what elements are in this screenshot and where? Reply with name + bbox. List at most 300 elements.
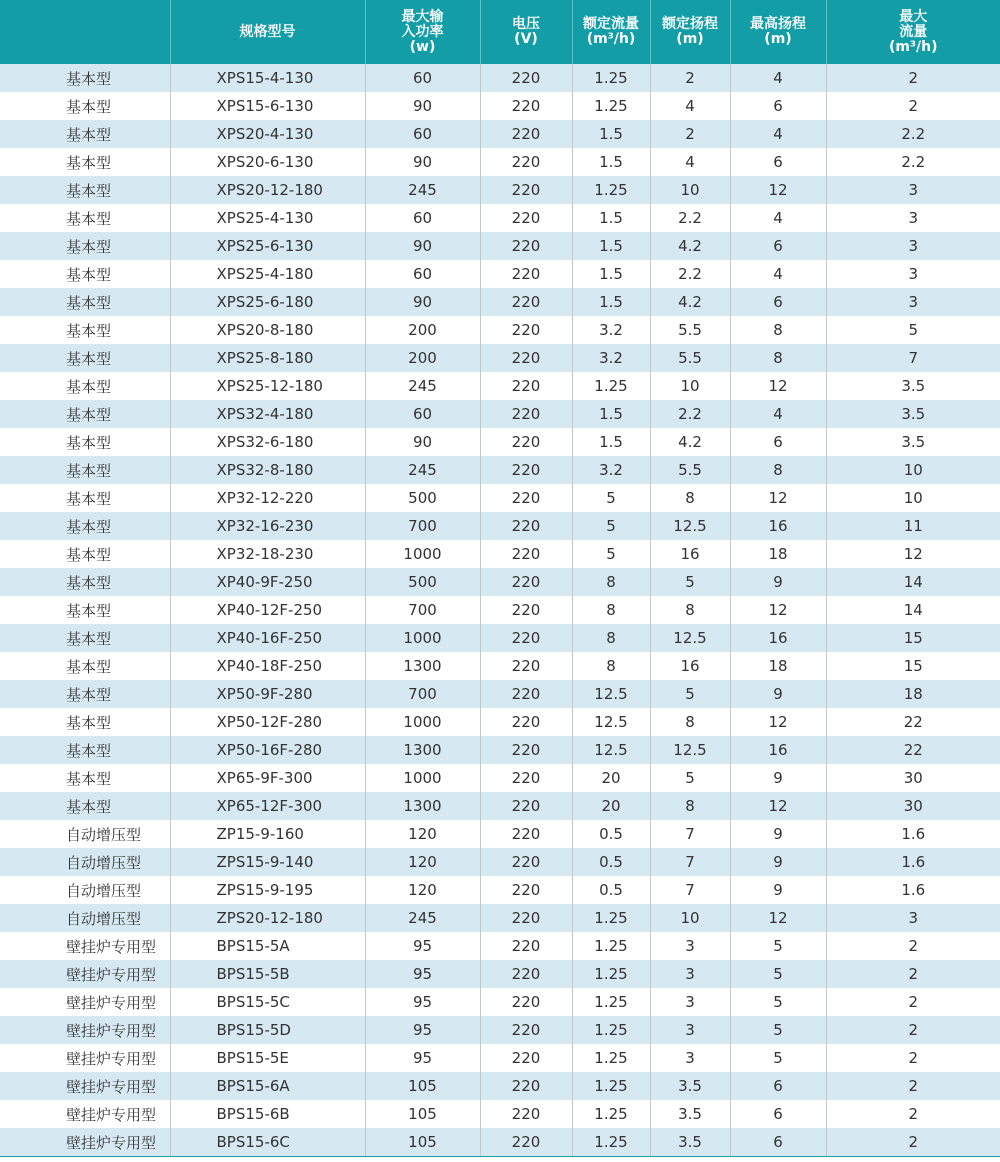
model-cell: XPS32-6-180 (170, 428, 365, 456)
rated-flow-cell: 0.5 (572, 820, 650, 848)
voltage-cell: 220 (480, 848, 572, 876)
power-cell: 95 (365, 932, 480, 960)
rated-head-cell: 10 (650, 372, 730, 400)
rated-head-cell: 12.5 (650, 736, 730, 764)
voltage-cell: 220 (480, 316, 572, 344)
rated-head-cell: 7 (650, 820, 730, 848)
max-flow-cell: 15 (826, 652, 1000, 680)
model-cell: XP32-16-230 (170, 512, 365, 540)
table-row (0, 92, 1000, 120)
rated-flow-cell: 1.25 (572, 1128, 650, 1156)
table-row (0, 792, 1000, 820)
rated-head-cell: 5 (650, 568, 730, 596)
model-cell: BPS15-5A (170, 932, 365, 960)
rated-flow-cell: 1.5 (572, 148, 650, 176)
max-head-cell: 12 (730, 484, 826, 512)
header-row (0, 0, 1000, 64)
rated-flow-cell: 8 (572, 652, 650, 680)
voltage-cell: 220 (480, 932, 572, 960)
rated-flow-cell: 1.25 (572, 932, 650, 960)
max-head-cell: 5 (730, 960, 826, 988)
type-cell: 基本型 (0, 428, 170, 456)
voltage-cell: 220 (480, 540, 572, 568)
rated-head-cell: 10 (650, 176, 730, 204)
table-row (0, 512, 1000, 540)
max-head-cell: 4 (730, 260, 826, 288)
model-cell: ZPS15-9-195 (170, 876, 365, 904)
type-cell: 基本型 (0, 680, 170, 708)
power-cell: 1300 (365, 792, 480, 820)
table-row (0, 596, 1000, 624)
model-cell: XP40-9F-250 (170, 568, 365, 596)
max-head-cell: 12 (730, 176, 826, 204)
max-flow-cell: 12 (826, 540, 1000, 568)
rated-flow-cell: 1.5 (572, 288, 650, 316)
max-flow-cell: 3 (826, 232, 1000, 260)
voltage-cell: 220 (480, 1016, 572, 1044)
model-cell: XP50-12F-280 (170, 708, 365, 736)
power-cell: 120 (365, 876, 480, 904)
voltage-cell: 220 (480, 484, 572, 512)
rated-head-cell: 3 (650, 1016, 730, 1044)
header-max-head: 最高扬程 (m) (730, 0, 826, 64)
rated-head-cell: 3 (650, 960, 730, 988)
rated-flow-cell: 1.5 (572, 232, 650, 260)
type-cell: 壁挂炉专用型 (0, 932, 170, 960)
header-max-input-power: 最大输 入功率 (w) (365, 0, 480, 64)
table-row (0, 176, 1000, 204)
rated-flow-cell: 1.5 (572, 204, 650, 232)
max-head-cell: 6 (730, 428, 826, 456)
voltage-cell: 220 (480, 708, 572, 736)
type-cell: 基本型 (0, 764, 170, 792)
type-cell: 基本型 (0, 176, 170, 204)
type-cell: 基本型 (0, 120, 170, 148)
table-row (0, 540, 1000, 568)
table-row (0, 120, 1000, 148)
header-rated-flow: 额定流量 (m³/h) (572, 0, 650, 64)
voltage-cell: 220 (480, 568, 572, 596)
model-cell: BPS15-6B (170, 1100, 365, 1128)
rated-head-cell: 2.2 (650, 204, 730, 232)
model-cell: XPS25-8-180 (170, 344, 365, 372)
voltage-cell: 220 (480, 120, 572, 148)
max-head-cell: 6 (730, 1072, 826, 1100)
header-rated-head: 额定扬程 (m) (650, 0, 730, 64)
type-cell: 基本型 (0, 148, 170, 176)
rated-head-cell: 5.5 (650, 344, 730, 372)
voltage-cell: 220 (480, 1072, 572, 1100)
model-cell: XP40-18F-250 (170, 652, 365, 680)
voltage-cell: 220 (480, 764, 572, 792)
voltage-cell: 220 (480, 92, 572, 120)
max-head-cell: 6 (730, 288, 826, 316)
type-cell: 自动增压型 (0, 820, 170, 848)
voltage-cell: 220 (480, 428, 572, 456)
rated-flow-cell: 1.5 (572, 428, 650, 456)
power-cell: 700 (365, 512, 480, 540)
model-cell: XP50-16F-280 (170, 736, 365, 764)
power-cell: 700 (365, 596, 480, 624)
max-head-cell: 9 (730, 568, 826, 596)
max-flow-cell: 30 (826, 792, 1000, 820)
power-cell: 95 (365, 1044, 480, 1072)
type-cell: 基本型 (0, 540, 170, 568)
max-head-cell: 4 (730, 64, 826, 92)
type-cell: 基本型 (0, 232, 170, 260)
model-cell: BPS15-5D (170, 1016, 365, 1044)
table-body (0, 64, 1000, 1156)
table-row (0, 288, 1000, 316)
rated-head-cell: 5.5 (650, 456, 730, 484)
voltage-cell: 220 (480, 904, 572, 932)
rated-head-cell: 3.5 (650, 1128, 730, 1156)
voltage-cell: 220 (480, 1044, 572, 1072)
max-head-cell: 8 (730, 344, 826, 372)
rated-head-cell: 8 (650, 596, 730, 624)
rated-head-cell: 3 (650, 988, 730, 1016)
voltage-cell: 220 (480, 64, 572, 92)
max-head-cell: 18 (730, 540, 826, 568)
table-row (0, 484, 1000, 512)
max-head-cell: 9 (730, 764, 826, 792)
max-head-cell: 9 (730, 820, 826, 848)
rated-flow-cell: 1.25 (572, 92, 650, 120)
type-cell: 自动增压型 (0, 876, 170, 904)
max-head-cell: 6 (730, 1128, 826, 1156)
max-flow-cell: 10 (826, 456, 1000, 484)
rated-flow-cell: 1.25 (572, 960, 650, 988)
table-row (0, 204, 1000, 232)
rated-head-cell: 7 (650, 848, 730, 876)
type-cell: 基本型 (0, 400, 170, 428)
model-cell: ZP15-9-160 (170, 820, 365, 848)
type-cell: 基本型 (0, 652, 170, 680)
max-flow-cell: 1.6 (826, 876, 1000, 904)
rated-head-cell: 8 (650, 792, 730, 820)
rated-flow-cell: 1.25 (572, 1100, 650, 1128)
type-cell: 壁挂炉专用型 (0, 960, 170, 988)
model-cell: XP32-18-230 (170, 540, 365, 568)
rated-head-cell: 7 (650, 876, 730, 904)
rated-head-cell: 3.5 (650, 1072, 730, 1100)
power-cell: 60 (365, 64, 480, 92)
max-flow-cell: 2 (826, 1128, 1000, 1156)
max-head-cell: 18 (730, 652, 826, 680)
max-head-cell: 16 (730, 512, 826, 540)
voltage-cell: 220 (480, 288, 572, 316)
model-cell: XPS20-8-180 (170, 316, 365, 344)
max-head-cell: 9 (730, 848, 826, 876)
power-cell: 1000 (365, 540, 480, 568)
max-flow-cell: 3 (826, 288, 1000, 316)
rated-head-cell: 4 (650, 92, 730, 120)
model-cell: XPS32-8-180 (170, 456, 365, 484)
voltage-cell: 220 (480, 456, 572, 484)
max-head-cell: 12 (730, 792, 826, 820)
power-cell: 245 (365, 904, 480, 932)
rated-flow-cell: 12.5 (572, 708, 650, 736)
rated-head-cell: 5.5 (650, 316, 730, 344)
max-flow-cell: 2 (826, 932, 1000, 960)
max-flow-cell: 22 (826, 736, 1000, 764)
rated-flow-cell: 12.5 (572, 736, 650, 764)
power-cell: 60 (365, 204, 480, 232)
power-cell: 120 (365, 820, 480, 848)
rated-flow-cell: 5 (572, 512, 650, 540)
max-flow-cell: 3.5 (826, 372, 1000, 400)
max-head-cell: 9 (730, 680, 826, 708)
rated-head-cell: 12.5 (650, 624, 730, 652)
max-flow-cell: 2 (826, 1044, 1000, 1072)
model-cell: XPS32-4-180 (170, 400, 365, 428)
table-row (0, 736, 1000, 764)
rated-flow-cell: 1.25 (572, 1044, 650, 1072)
model-cell: XPS20-4-130 (170, 120, 365, 148)
voltage-cell: 220 (480, 988, 572, 1016)
table-row (0, 652, 1000, 680)
power-cell: 200 (365, 344, 480, 372)
max-flow-cell: 2 (826, 1100, 1000, 1128)
power-cell: 105 (365, 1128, 480, 1156)
type-cell: 基本型 (0, 260, 170, 288)
max-flow-cell: 2 (826, 92, 1000, 120)
max-flow-cell: 2.2 (826, 148, 1000, 176)
rated-flow-cell: 8 (572, 624, 650, 652)
model-cell: ZPS15-9-140 (170, 848, 365, 876)
table-row (0, 904, 1000, 932)
table-row (0, 428, 1000, 456)
rated-flow-cell: 3.2 (572, 316, 650, 344)
table-row (0, 932, 1000, 960)
type-cell: 基本型 (0, 456, 170, 484)
max-flow-cell: 22 (826, 708, 1000, 736)
header-type (0, 0, 170, 64)
max-head-cell: 6 (730, 1100, 826, 1128)
power-cell: 90 (365, 148, 480, 176)
max-flow-cell: 5 (826, 316, 1000, 344)
model-cell: XPS20-6-130 (170, 148, 365, 176)
rated-flow-cell: 1.5 (572, 400, 650, 428)
max-flow-cell: 2 (826, 988, 1000, 1016)
max-head-cell: 5 (730, 1044, 826, 1072)
table-row (0, 260, 1000, 288)
rated-head-cell: 8 (650, 484, 730, 512)
voltage-cell: 220 (480, 204, 572, 232)
power-cell: 245 (365, 176, 480, 204)
type-cell: 壁挂炉专用型 (0, 1016, 170, 1044)
model-cell: BPS15-6C (170, 1128, 365, 1156)
table-row (0, 64, 1000, 92)
table-row (0, 316, 1000, 344)
max-flow-cell: 15 (826, 624, 1000, 652)
rated-flow-cell: 1.25 (572, 904, 650, 932)
rated-flow-cell: 12.5 (572, 680, 650, 708)
model-cell: XPS25-12-180 (170, 372, 365, 400)
table-row (0, 1072, 1000, 1100)
voltage-cell: 220 (480, 372, 572, 400)
power-cell: 95 (365, 1016, 480, 1044)
rated-flow-cell: 1.25 (572, 988, 650, 1016)
table-bottom-border (0, 1156, 1000, 1157)
rated-head-cell: 8 (650, 708, 730, 736)
model-cell: BPS15-5C (170, 988, 365, 1016)
header-max-flow: 最大 流量 (m³/h) (826, 0, 1000, 64)
table-row (0, 820, 1000, 848)
max-flow-cell: 1.6 (826, 820, 1000, 848)
power-cell: 105 (365, 1100, 480, 1128)
power-cell: 60 (365, 260, 480, 288)
type-cell: 基本型 (0, 372, 170, 400)
power-cell: 90 (365, 232, 480, 260)
table-row (0, 400, 1000, 428)
voltage-cell: 220 (480, 680, 572, 708)
power-cell: 95 (365, 988, 480, 1016)
table-row (0, 568, 1000, 596)
rated-head-cell: 4.2 (650, 288, 730, 316)
max-head-cell: 5 (730, 932, 826, 960)
max-flow-cell: 1.6 (826, 848, 1000, 876)
rated-flow-cell: 8 (572, 568, 650, 596)
table-row (0, 232, 1000, 260)
model-cell: XP40-16F-250 (170, 624, 365, 652)
model-cell: XP65-12F-300 (170, 792, 365, 820)
type-cell: 自动增压型 (0, 848, 170, 876)
max-flow-cell: 2 (826, 960, 1000, 988)
table-row (0, 680, 1000, 708)
model-cell: XPS20-12-180 (170, 176, 365, 204)
max-head-cell: 5 (730, 1016, 826, 1044)
max-head-cell: 12 (730, 708, 826, 736)
rated-head-cell: 4.2 (650, 232, 730, 260)
max-flow-cell: 2 (826, 64, 1000, 92)
type-cell: 基本型 (0, 316, 170, 344)
rated-head-cell: 16 (650, 652, 730, 680)
model-cell: XP50-9F-280 (170, 680, 365, 708)
power-cell: 500 (365, 484, 480, 512)
voltage-cell: 220 (480, 652, 572, 680)
rated-flow-cell: 1.25 (572, 1072, 650, 1100)
type-cell: 基本型 (0, 512, 170, 540)
rated-head-cell: 3 (650, 932, 730, 960)
max-head-cell: 4 (730, 204, 826, 232)
table-row (0, 372, 1000, 400)
model-cell: XP32-12-220 (170, 484, 365, 512)
rated-head-cell: 10 (650, 904, 730, 932)
header-voltage: 电压 (V) (480, 0, 572, 64)
power-cell: 700 (365, 680, 480, 708)
max-flow-cell: 11 (826, 512, 1000, 540)
power-cell: 1300 (365, 652, 480, 680)
type-cell: 基本型 (0, 708, 170, 736)
table-row (0, 764, 1000, 792)
type-cell: 基本型 (0, 736, 170, 764)
power-cell: 1000 (365, 764, 480, 792)
max-flow-cell: 3 (826, 904, 1000, 932)
power-cell: 90 (365, 428, 480, 456)
rated-head-cell: 3.5 (650, 1100, 730, 1128)
table-row (0, 344, 1000, 372)
voltage-cell: 220 (480, 1100, 572, 1128)
table-row (0, 148, 1000, 176)
type-cell: 基本型 (0, 92, 170, 120)
table-row (0, 960, 1000, 988)
model-cell: XPS25-4-180 (170, 260, 365, 288)
voltage-cell: 220 (480, 344, 572, 372)
rated-head-cell: 16 (650, 540, 730, 568)
max-head-cell: 8 (730, 316, 826, 344)
rated-flow-cell: 3.2 (572, 344, 650, 372)
max-flow-cell: 7 (826, 344, 1000, 372)
max-head-cell: 6 (730, 92, 826, 120)
voltage-cell: 220 (480, 596, 572, 624)
max-flow-cell: 3.5 (826, 400, 1000, 428)
voltage-cell: 220 (480, 820, 572, 848)
table-row (0, 1100, 1000, 1128)
type-cell: 基本型 (0, 568, 170, 596)
voltage-cell: 220 (480, 736, 572, 764)
max-flow-cell: 3 (826, 176, 1000, 204)
voltage-cell: 220 (480, 960, 572, 988)
power-cell: 245 (365, 456, 480, 484)
power-cell: 90 (365, 92, 480, 120)
type-cell: 基本型 (0, 64, 170, 92)
voltage-cell: 220 (480, 400, 572, 428)
type-cell: 壁挂炉专用型 (0, 1044, 170, 1072)
power-cell: 245 (365, 372, 480, 400)
rated-flow-cell: 1.25 (572, 64, 650, 92)
max-flow-cell: 14 (826, 568, 1000, 596)
max-flow-cell: 2 (826, 1072, 1000, 1100)
rated-flow-cell: 20 (572, 792, 650, 820)
table-row (0, 988, 1000, 1016)
rated-head-cell: 12.5 (650, 512, 730, 540)
max-head-cell: 16 (730, 624, 826, 652)
rated-head-cell: 4.2 (650, 428, 730, 456)
power-cell: 200 (365, 316, 480, 344)
rated-flow-cell: 5 (572, 540, 650, 568)
table-row (0, 708, 1000, 736)
rated-flow-cell: 1.5 (572, 120, 650, 148)
max-head-cell: 6 (730, 232, 826, 260)
max-head-cell: 8 (730, 456, 826, 484)
max-head-cell: 12 (730, 904, 826, 932)
power-cell: 120 (365, 848, 480, 876)
table-row (0, 456, 1000, 484)
max-head-cell: 4 (730, 120, 826, 148)
rated-flow-cell: 0.5 (572, 848, 650, 876)
type-cell: 壁挂炉专用型 (0, 1128, 170, 1156)
rated-flow-cell: 8 (572, 596, 650, 624)
max-head-cell: 6 (730, 148, 826, 176)
power-cell: 1000 (365, 708, 480, 736)
type-cell: 自动增压型 (0, 904, 170, 932)
voltage-cell: 220 (480, 148, 572, 176)
rated-flow-cell: 1.5 (572, 260, 650, 288)
rated-head-cell: 4 (650, 148, 730, 176)
max-flow-cell: 2 (826, 1016, 1000, 1044)
model-cell: XPS15-6-130 (170, 92, 365, 120)
table-row (0, 1128, 1000, 1156)
model-cell: BPS15-5B (170, 960, 365, 988)
max-head-cell: 16 (730, 736, 826, 764)
max-head-cell: 9 (730, 876, 826, 904)
rated-flow-cell: 1.25 (572, 176, 650, 204)
rated-head-cell: 3 (650, 1044, 730, 1072)
max-head-cell: 5 (730, 988, 826, 1016)
type-cell: 基本型 (0, 596, 170, 624)
power-cell: 60 (365, 400, 480, 428)
